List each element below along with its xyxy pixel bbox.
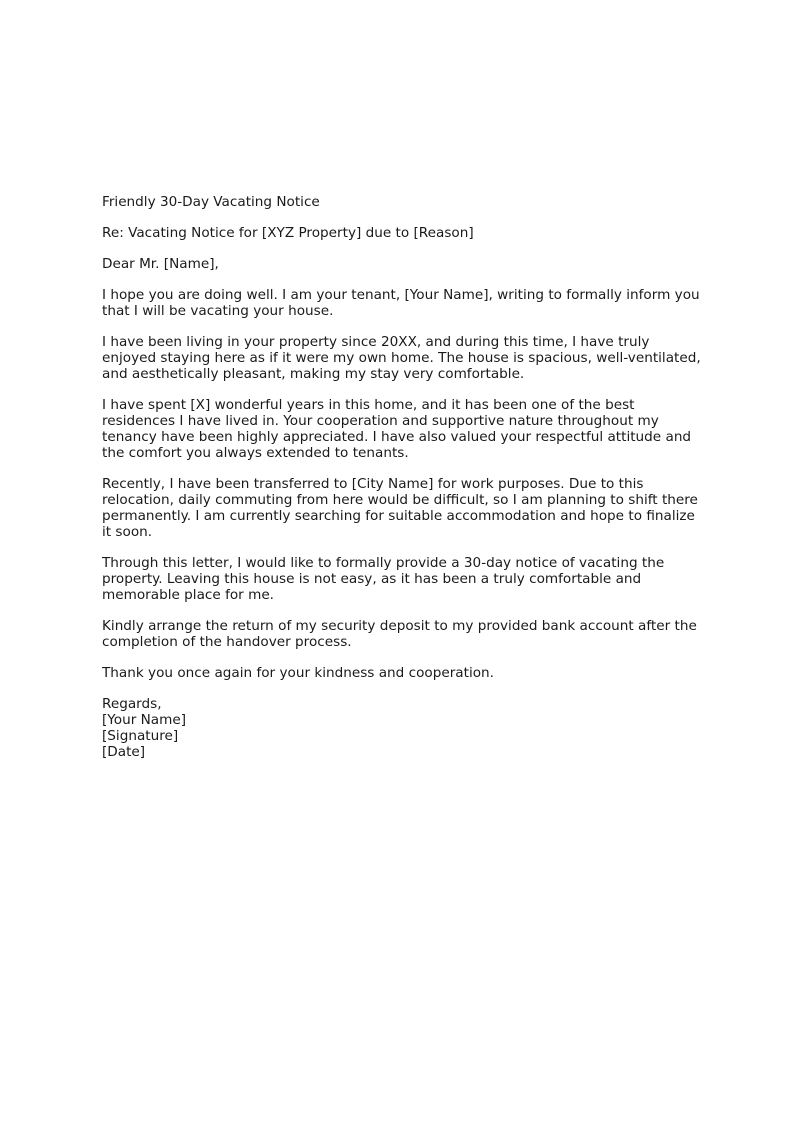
letter-paragraph-thanks: Thank you once again for your kindness and cooperation. <box>102 665 494 681</box>
closing-regards: Regards, <box>102 696 162 712</box>
letter-paragraph-appreciation: I have spent [X] wonderful years in this home, and it has been one of the best residences I have lived in. Your cooperation and supportive nature throughout my tenancy have been highly appreciated. I have also valued your respectful attitude and the comfort you always extended to tenants. <box>102 397 692 461</box>
closing-name: [Your Name] <box>102 712 187 728</box>
letter-paragraph-intro: I hope you are doing well. I am your tenant, [Your Name], writing to formally inform you that I will be vacating your house. <box>102 287 700 319</box>
letter-title: Friendly 30-Day Vacating Notice <box>102 194 320 210</box>
letter-paragraph-notice: Through this letter, I would like to formally provide a 30-day notice of vacating the property. Leaving this house is not easy, as it has been a truly comfortable and memorable place for me. <box>102 555 665 603</box>
letter-document <box>102 194 702 760</box>
closing-date: [Date] <box>102 744 146 760</box>
letter-paragraph-residence: I have been living in your property since 20XX, and during this time, I have truly enjoyed staying here as if it were my own home. The house is spacious, well-ventilated, and aesthetically pleasant, making my stay very comfortable. <box>102 334 701 382</box>
letter-closing <box>102 696 702 760</box>
letter-paragraph-transfer: Recently, I have been transferred to [City Name] for work purposes. Due to this relocation, daily commuting from here would be difficult, so I am planning to shift there permanently. I am currently searching for suitable accommodation and hope to finalize it soon. <box>102 476 698 540</box>
letter-paragraph-deposit: Kindly arrange the return of my security deposit to my provided bank account after the completion of the handover process. <box>102 618 697 650</box>
letter-subject-line: Re: Vacating Notice for [XYZ Property] due to [Reason] <box>102 225 474 241</box>
closing-signature: [Signature] <box>102 728 179 744</box>
letter-salutation: Dear Mr. [Name], <box>102 256 219 272</box>
